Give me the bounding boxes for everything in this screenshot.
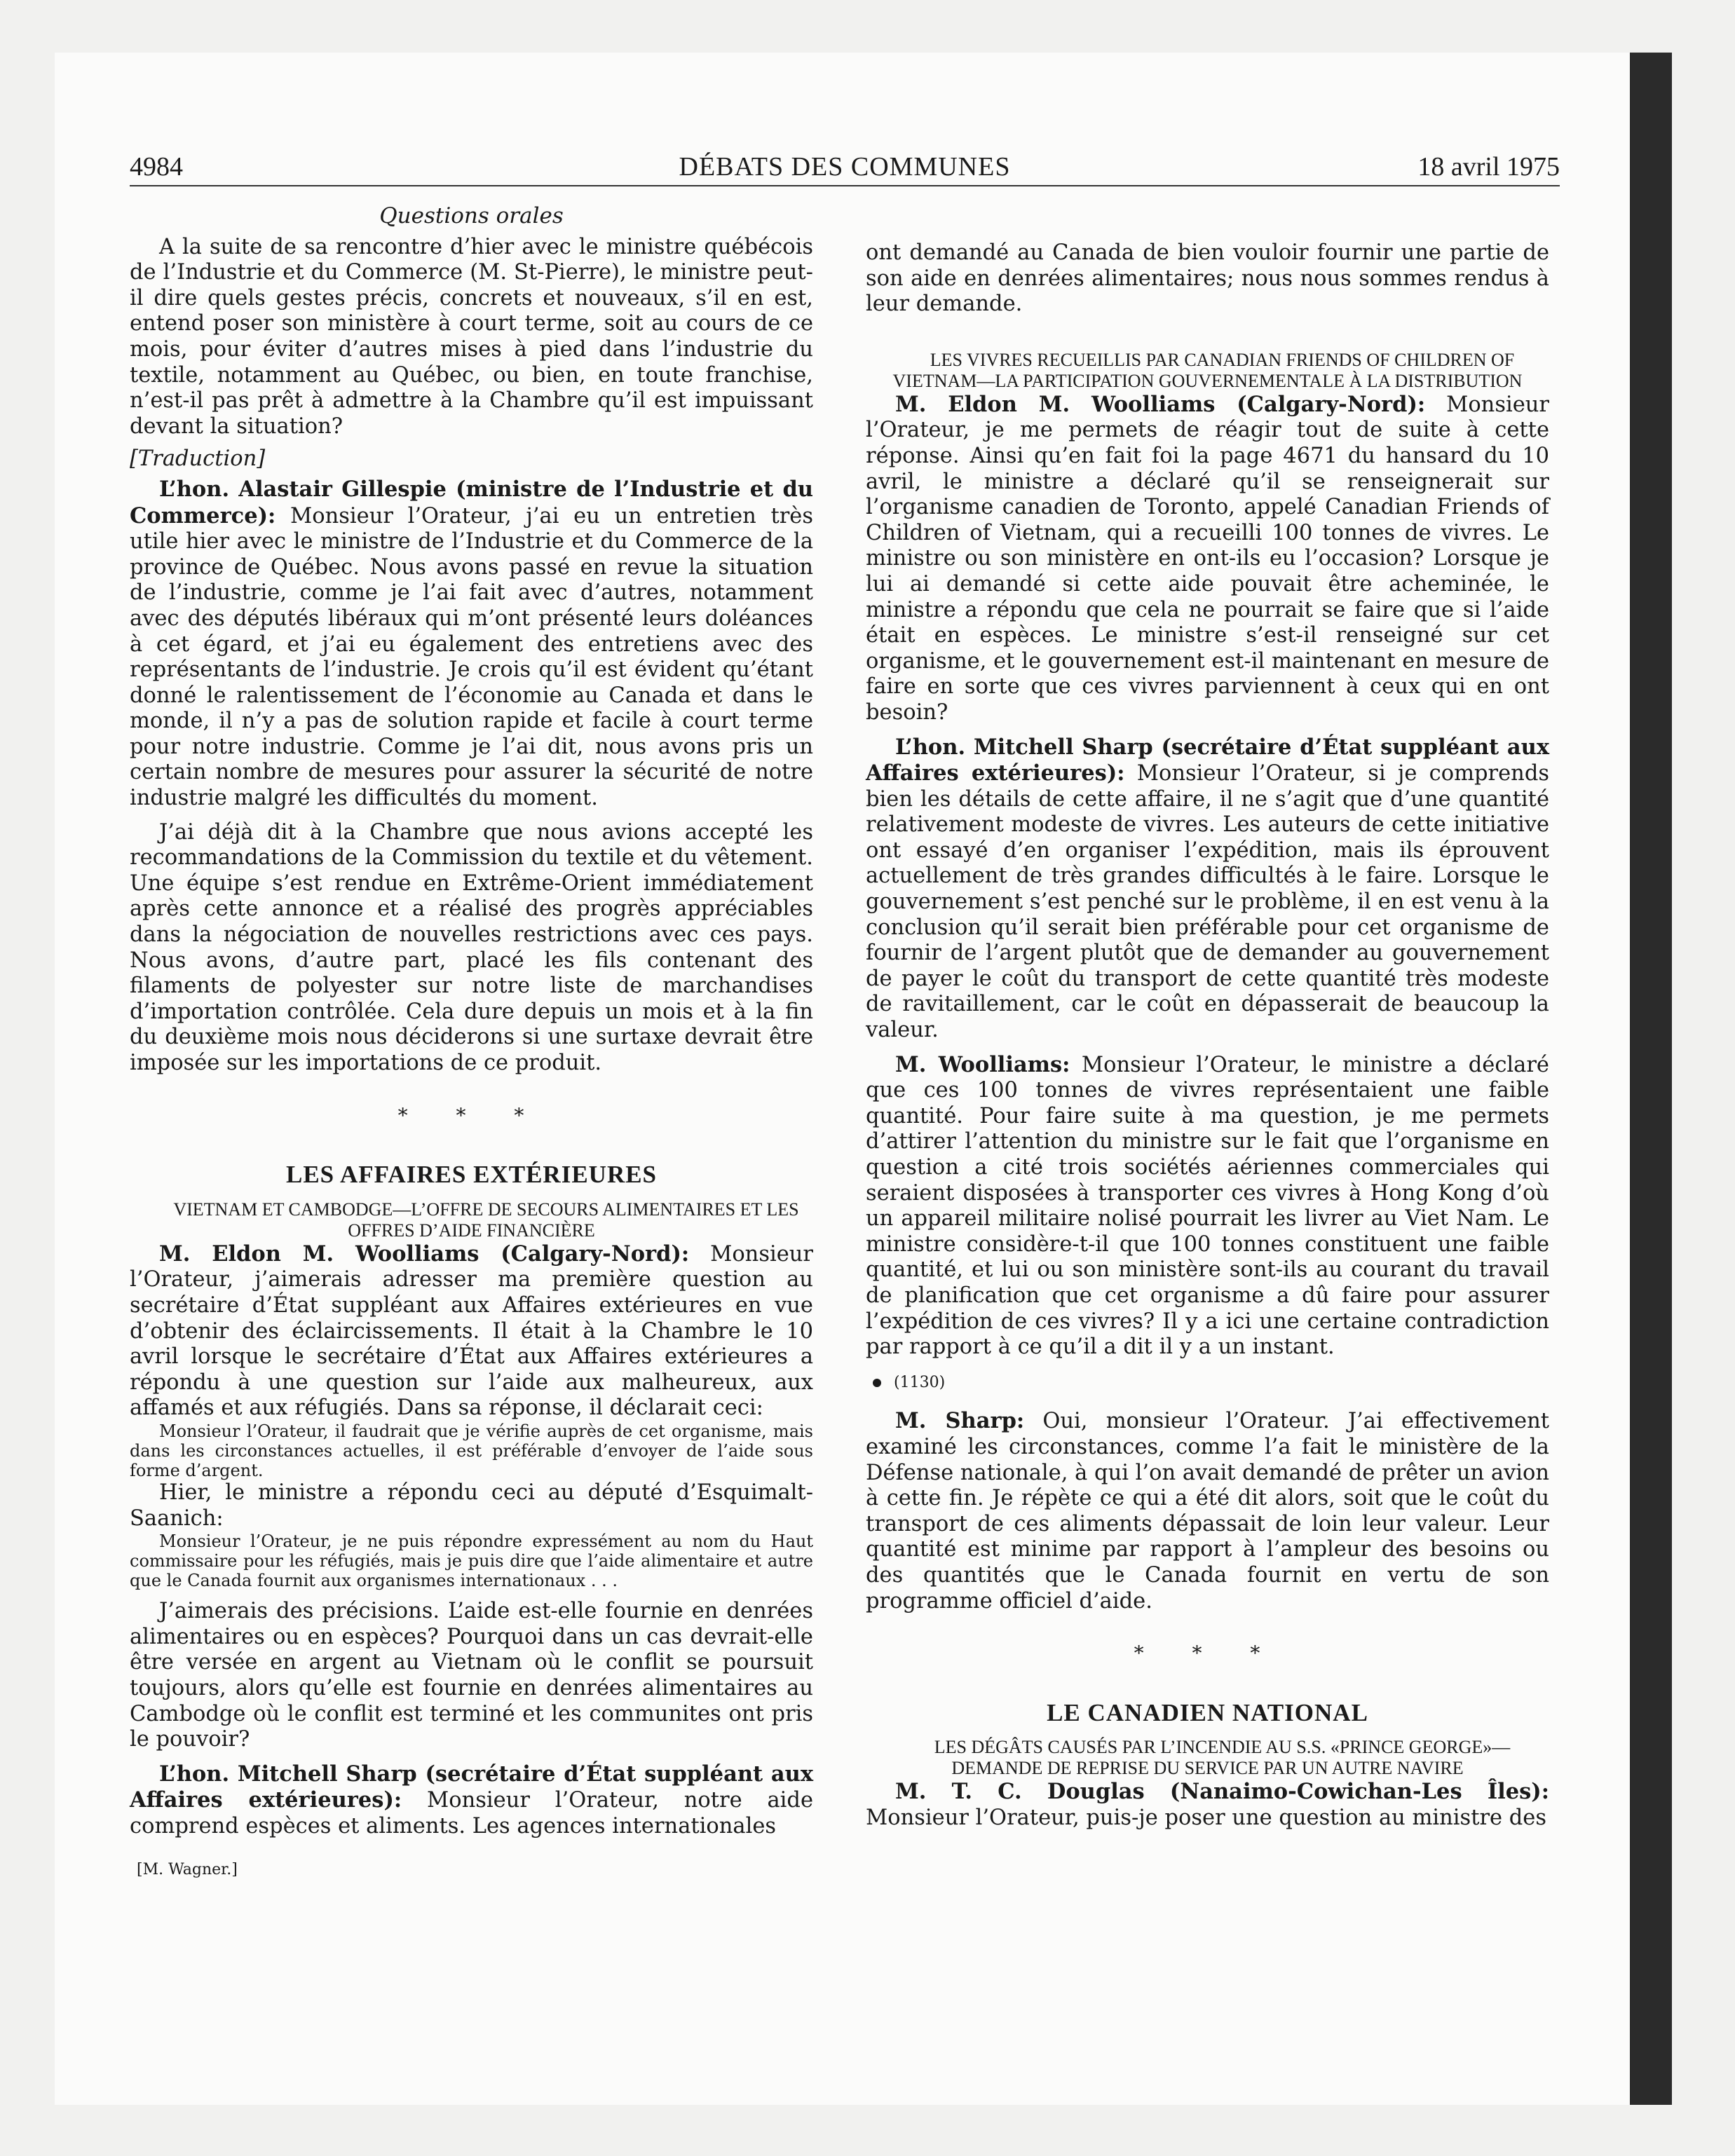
- speech-text: Monsieur l’Orateur, j’ai eu un entretien très utile hier avec le ministre de l’Industrie et du Commerce de la province de Québec. Nous avons passé en revue la situation de l’industrie, comme je l’ai fait avec d’autres, notamment avec des députés libéraux qui m’ont présenté leurs doléances à cet égard, et j’ai eu également des entretiens avec des représentants de l’industrie. Je crois qu’il est évident qu’étant donné le ralentissement de l’économie au Canada et dans le monde, il n’y a pas de solution rapide et facile à court terme pour notre industrie. Comme je l’ai dit, nous avons pris un certain nombre de mesures pour assurer la sécurité de notre industrie malgré les difficultés du moment.: [130, 503, 813, 811]
- speaker: M. T. C. Douglas (Nanaimo-Cowichan-Les Îles):: [895, 1779, 1549, 1805]
- paragraph: A la suite de sa rencontre d’hier avec le ministre québécois de l’Industrie et du Commerce (M. St-Pierre), le ministre peut-il dire quels gestes précis, concrets et nouveaux, s’il en est, entend poser son ministère à court terme, soit au cours de ce mois, pour éviter d’autres mises à pied dans l’industrie du textile, notamment au Québec, ou bien, en toute franchise, n’est-il pas prêt à admettre à la Chambre qu’il est impuissant devant la situation?: [130, 234, 813, 439]
- page-header: [130, 149, 1560, 186]
- paragraph: ont demandé au Canada de bien vouloir fournir une partie de son aide en denrées alimentaires; nous nous sommes rendus à leur demande.: [866, 240, 1549, 317]
- running-head: Questions orales: [379, 203, 564, 228]
- subheading: LES DÉGÂTS CAUSÉS PAR L’INCENDIE AU S.S. «PRINCE GEORGE»—DEMANDE DE REPRISE DU SERVICE PAR UN AUTRE NAVIRE: [934, 1737, 1511, 1779]
- section-divider: * * *: [397, 1103, 545, 1127]
- subheading: VIETNAM ET CAMBODGE—L’OFFRE DE SECOURS ALIMENTAIRES ET LES OFFRES D’AIDE FINANCIÈRE: [173, 1199, 799, 1241]
- section-heading: LES AFFAIRES EXTÉRIEURES: [285, 1161, 658, 1189]
- paragraph: [866, 1779, 1549, 1831]
- bullet-icon: [873, 1379, 881, 1387]
- paragraph: [130, 477, 813, 812]
- speech-text: Monsieur l’Orateur, j’aimerais adresser ma première question au secrétaire d’État suppléant aux Affaires extérieures en vue d’obtenir des éclaircissements. Il était à la Chambre le 10 avril lorsque le secrétaire d’État aux Affaires extérieures a répondu à une question sur l’aide aux malheureux, aux affamés et aux réfugiés. Dans sa réponse, il déclarait ceci:: [130, 1241, 814, 1421]
- paragraph: [130, 1761, 813, 1840]
- speech-text: Monsieur l’Orateur, si je comprends bien les détails de cette affaire, il ne s’agit que d’une quantité relativement modeste de vivres. Les auteurs de cette initiative ont essayé d’en organiser l’expédition, mais ils éprouvent actuellement de très grandes difficultés à le faire. Lorsque le gouvernement s’est penché sur le problème, il en est venu à la conclusion qu’il serait bien préférable pour cet organisme de fournir de l’argent plutôt que de demander au gouvernement de payer le coût du transport de cette quantité très modeste de ravitaillement, car le coût en dépasserait de beaucoup la valeur.: [866, 761, 1549, 1043]
- left-column: [130, 203, 813, 1883]
- publication-title: DÉBATS DES COMMUNES: [679, 152, 1011, 182]
- page-number: 4984: [130, 152, 183, 182]
- speaker: L’hon. Mitchell Sharp (secrétaire d’État suppléant aux Affaires extérieures):: [866, 734, 1549, 786]
- paragraph: J’aimerais des précisions. L’aide est-elle fournie en denrées alimentaires ou en espèces? Pourquoi dans un cas devrait-elle être versée en argent au Vietnam où le conflit se poursuit toujours, alors qu’elle est fournie en denrées alimentaires au Cambodge où le conflit est terminé et les communites ont pris le pouvoir?: [130, 1599, 813, 1752]
- speech-text: Monsieur l’Orateur, je me permets de réagir tout de suite à cette réponse. Ainsi qu’en fait foi la page 4671 du hansard du 10 avril, le ministre a déclaré qu’il se renseignerait sur l’organisme canadien de Toronto, appelé Canadian Friends of Children of Vietnam, qui a recueilli 100 tonnes de vivres. Le ministre ou son ministère en ont-ils eu l’occasion? Lorsque je lui ai demandé si cette aide pouvait être acheminée, le ministre a répondu que cela ne pourrait se faire que si l’aide était en espèces. Le ministre s’est-il renseigné sur cet organisme, et le gouvernement est-il maintenant en mesure de faire en sorte que ces vivres parviennent à ceux qui en ont besoin?: [866, 392, 1550, 725]
- speaker: M. Eldon M. Woolliams (Calgary-Nord):: [895, 391, 1426, 417]
- subheading: LES VIVRES RECUEILLIS PAR CANADIAN FRIENDS OF CHILDREN OF VIETNAM—LA PARTICIPATION GOUVERNEMENTALE À LA DISTRIBUTION: [892, 349, 1523, 391]
- paragraph: [866, 1408, 1549, 1614]
- block-quote: Monsieur l’Orateur, je ne puis répondre expressément au nom du Haut commissaire pour les réfugiés, mais je puis dire que l’aide alimentaire et autre que le Canada fournit aux organismes internationaux . . .: [130, 1531, 813, 1591]
- speech-text: Oui, monsieur l’Orateur. J’ai effectivement examiné les circonstances, comme l’a fait le ministère de la Défense nationale, à qui l’on avait demandé de prêter un avion à cette fin. Je répète ce qui a été dit alors, soit que le coût du transport de ces aliments dépassait de loin leur valeur. Leur quantité est minime par rapport à l’ampleur des besoins ou des quantités que le Canada fournit en vertu de son programme officiel d’aide.: [866, 1409, 1549, 1613]
- speaker: L’hon. Alastair Gillespie (ministre de l’Industrie et du Commerce):: [130, 476, 813, 528]
- scan-edge: [1630, 53, 1672, 2105]
- speaker: M. Sharp:: [895, 1408, 1025, 1434]
- timestamp-marker: [866, 1370, 1549, 1396]
- paragraph: [130, 1241, 813, 1421]
- speech-text: Monsieur l’Orateur, le ministre a déclaré que ces 100 tonnes de vivres représentaient une faible quantité. Pour faire suite à ma question, je me permets d’attirer l’attention du ministre sur le fait que l’organisme en question a cité trois sociétés aériennes commerciales qui seraient disposées à transporter ces vivres à Hong Kong d’où un appareil militaire nolisé pourrait les livrer au Viet Nam. Le ministre considère-t-il que 100 tonnes constituent une faible quantité, et lui ou son ministère sont-ils au courant du travail de planification que cet organisme a dû faire pour assurer l’expédition de ces vivres? Il y a ici une certaine contradiction par rapport à ce qu’il a dit il y a un instant.: [866, 1052, 1549, 1360]
- speaker-signature: [M. Wagner.]: [137, 1861, 238, 1879]
- section-heading: LE CANADIEN NATIONAL: [1047, 1698, 1368, 1726]
- translation-note: [Traduction]: [130, 446, 266, 472]
- paragraph: Hier, le ministre a répondu ceci au député d’Esquimalt-Saanich:: [130, 1480, 813, 1531]
- speech-text: Monsieur l’Orateur, puis-je poser une question au ministre des: [866, 1805, 1547, 1830]
- section-divider: * * *: [1134, 1642, 1281, 1665]
- paragraph: J’ai déjà dit à la Chambre que nous avions accepté les recommandations de la Commission du textile et du vêtement. Une équipe s’est rendue en Extrême-Orient immédiatement après cette annonce et a réalisé des progrès appréciables dans la négociation de nouvelles restrictions avec ces pays. Nous avons, d’autre part, placé les fils contenant des filaments de polyester sur notre liste de marchandises d’importation contrôlée. Cela dure depuis un mois et à la fin du deuxième mois nous déciderons si une surtaxe devrait être imposée sur les importations de ce produit.: [130, 819, 813, 1075]
- speaker: L’hon. Mitchell Sharp (secrétaire d’État suppléant aux Affaires extérieures):: [130, 1761, 813, 1813]
- paragraph: [866, 1052, 1549, 1360]
- right-column: [866, 240, 1549, 1831]
- block-quote: Monsieur l’Orateur, il faudrait que je vérifie auprès de cet organisme, mais dans les circonstances actuelles, il est préférable d’envoyer de l’aide sous forme d’argent.: [130, 1421, 813, 1480]
- timestamp: (1130): [894, 1373, 946, 1391]
- paragraph: [866, 735, 1549, 1044]
- speaker: M. Eldon M. Woolliams (Calgary-Nord):: [159, 1241, 690, 1267]
- speech-text: Monsieur l’Orateur, notre aide comprend espèces et aliments. Les agences internationales: [130, 1788, 814, 1838]
- page-date: 18 avril 1975: [1417, 152, 1560, 182]
- speaker: M. Woolliams:: [895, 1051, 1070, 1077]
- paragraph: [866, 392, 1549, 726]
